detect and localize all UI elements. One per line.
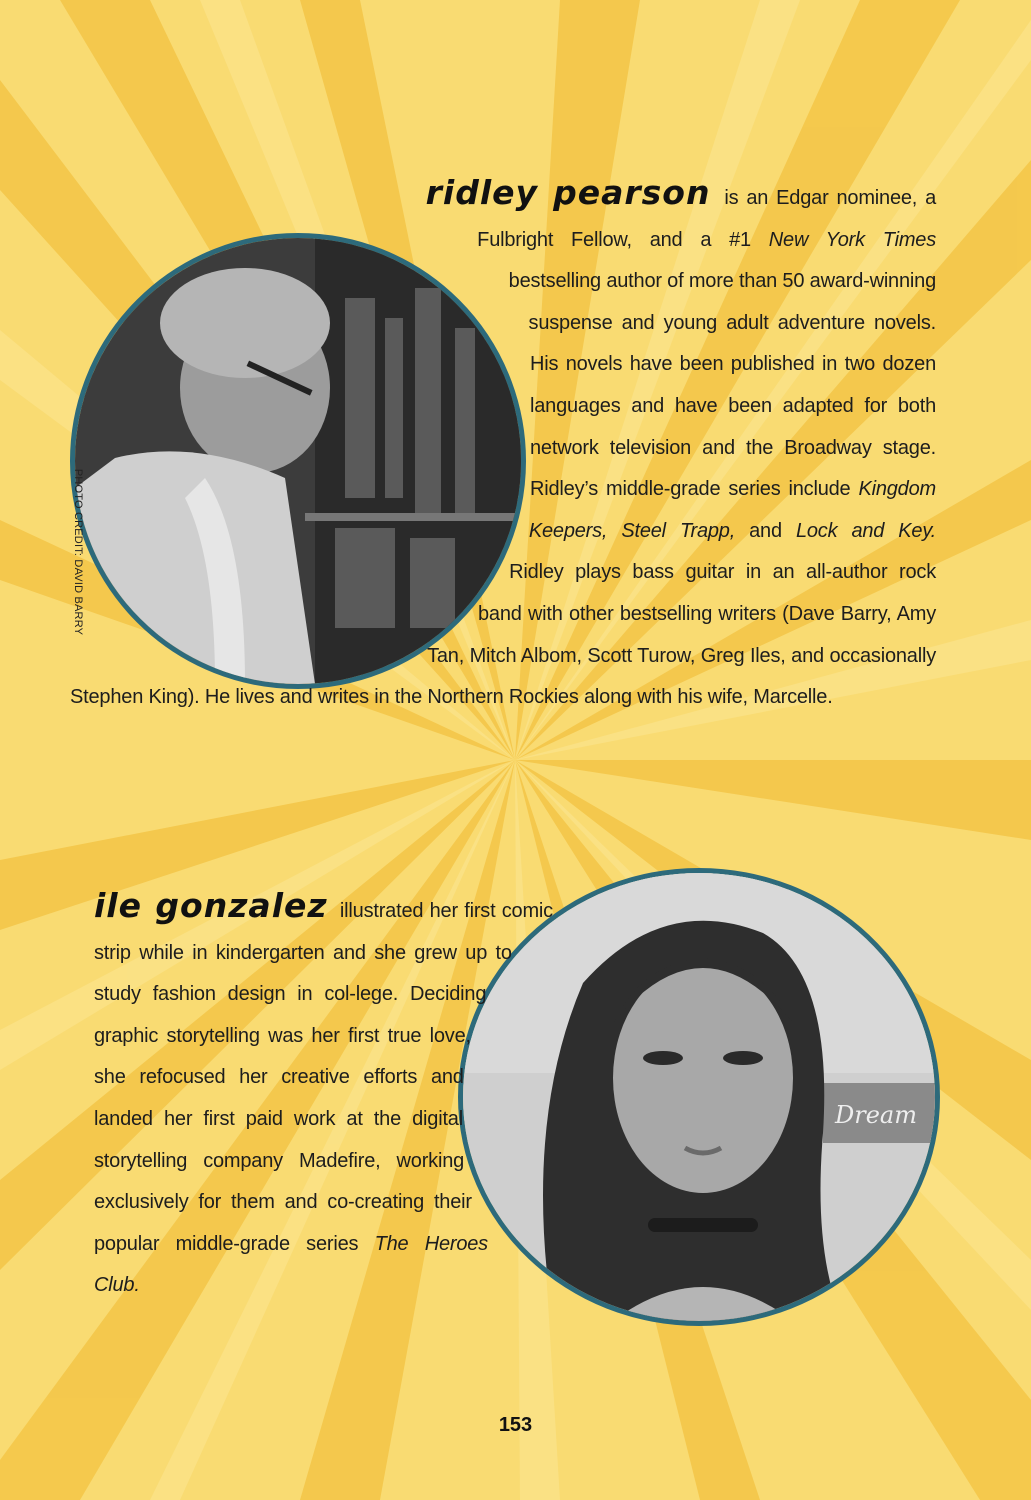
photo-credit: PHOTO CREDIT: DAVID BARRY [72, 468, 84, 636]
bio-text-part: and [735, 519, 796, 542]
bio-text-part: is an Edgar nominee, a Fulbright Fellow, and a #1 [477, 187, 936, 251]
author-name-ridley: ridley pearson [425, 173, 711, 212]
page-number: 153 [498, 1414, 533, 1436]
ridley-pearson-bio [70, 172, 936, 719]
bio-italic-part: New York Times [768, 228, 936, 251]
bio-italic-part: Kingdom Keepers, Steel Trapp, [528, 478, 936, 542]
bio-italic-part: The Heroes Club. [94, 1232, 488, 1297]
author-name-ile: ile gonzalez [94, 886, 328, 925]
ile-gonzalez-bio [94, 885, 938, 1351]
bio-text-part: illustrated her first comic strip while in kindergarten and she grew up to study fashion design in col-lege. Deciding graphic storytelling was her first true love, she refocused her creative efforts and landed her first paid work at the digital storytelling company Madefire, working exclusively for them and co-creating their popular middle-grade series [94, 900, 553, 1255]
photo-sign-text: Dream [835, 1101, 917, 1129]
bio-text-part: bestselling author of more than 50 award-winning suspense and young adult adventure novels. His novels have been published in two dozen languages and have been adapted for both network television and the Broadway stage. Ridley’s middle-grade series include [508, 270, 936, 501]
bio-italic-part: Lock and Key. [795, 519, 936, 542]
bio-text-part: Ridley plays bass guitar in an all-author rock band with other bestselling writers (Dave Barry, Amy Tan, Mitch Albom, Scott Turow, Greg Iles, and occasionally Stephen King). He lives and writes in the Northern Rockies along with his wife, Marcelle. [70, 561, 936, 709]
